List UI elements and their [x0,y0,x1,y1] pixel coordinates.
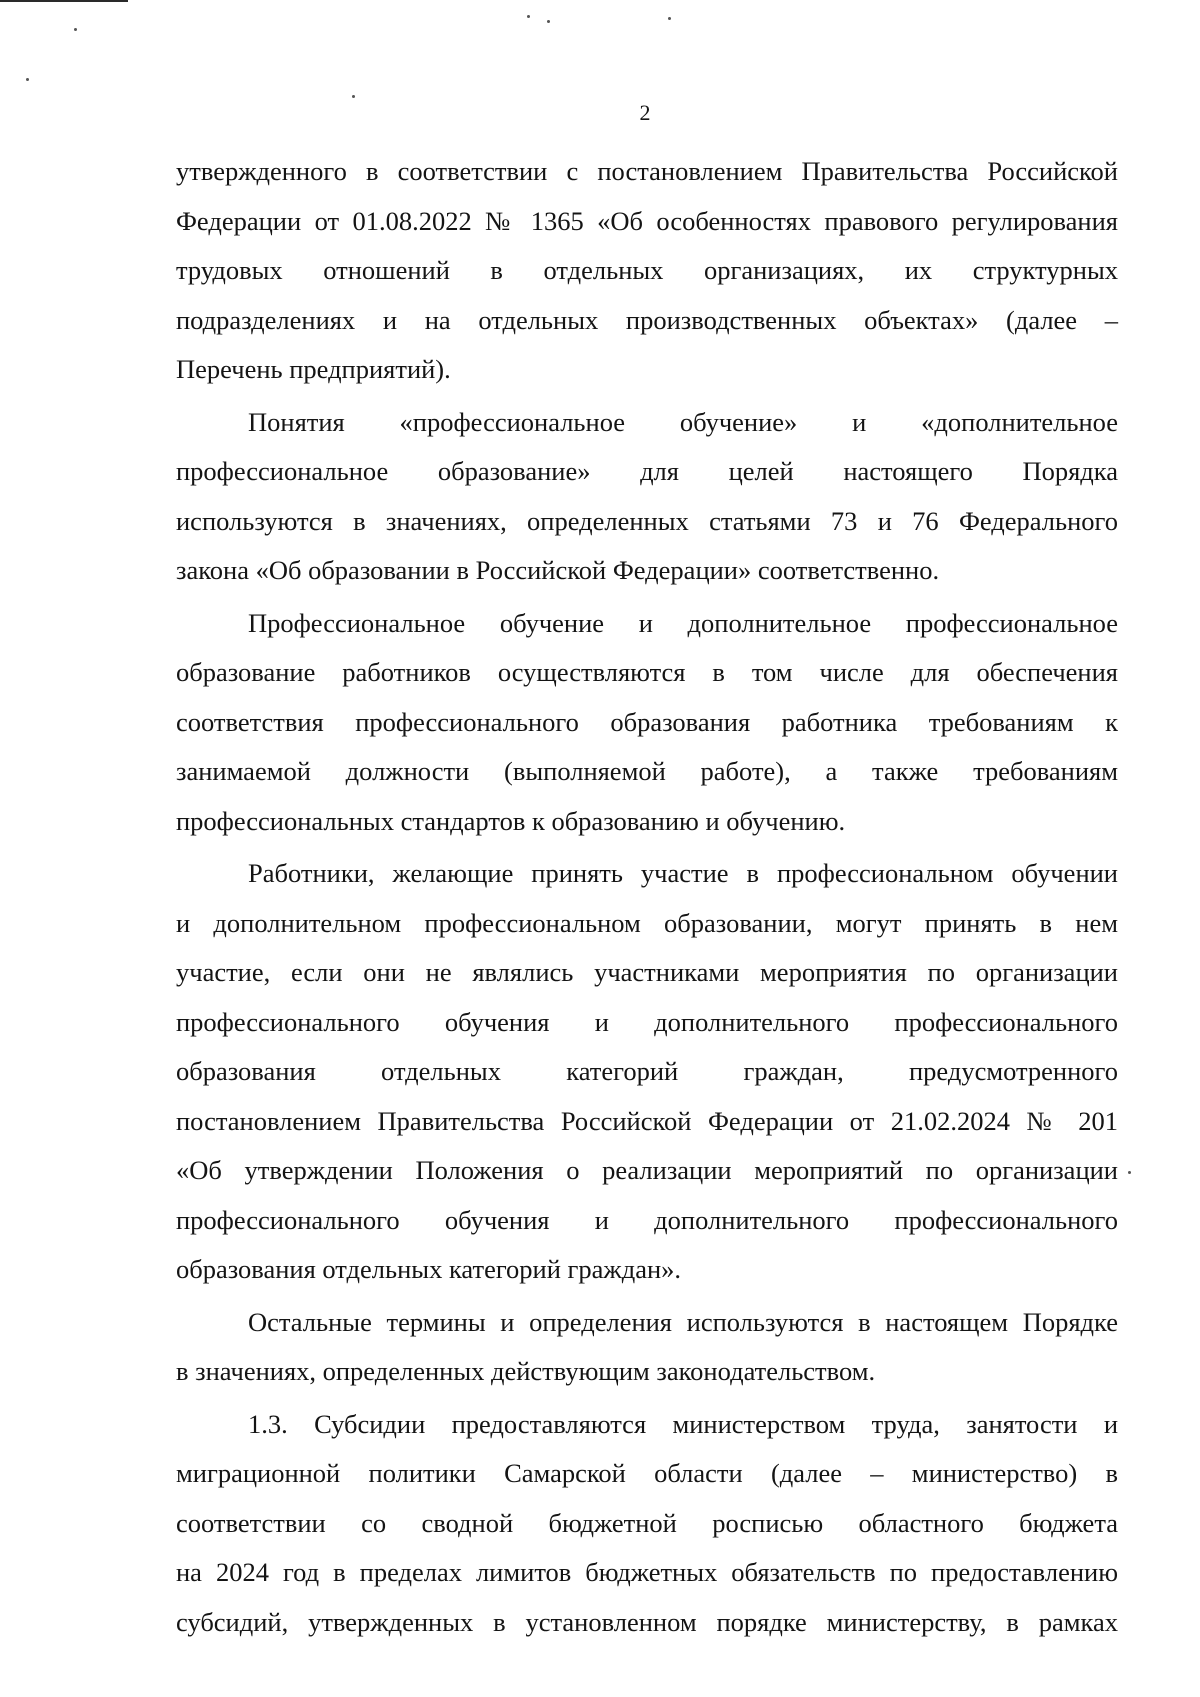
text-line: трудовых отношений в отдельных организациях, их структурных [176,255,1118,285]
paragraph-p1 [176,147,1118,395]
text-line: Перечень предприятий). [176,354,451,384]
text-line: профессионального обучения и дополнительного профессионального [176,1204,1118,1235]
paragraph-p2 [176,398,1118,596]
page-number: 2 [639,100,651,125]
text-line: профессиональное образование» для целей настоящего Порядка [176,456,1118,486]
text-line: на 2024 год в пределах лимитов бюджетных обязательств по предоставлению [176,1557,1118,1587]
document-body [176,147,1118,1650]
text-line: 1.3. Субсидии предоставляются министерством труда, занятости и [248,1408,1118,1439]
scan-speck [547,20,550,23]
text-line: в значениях, определенных действующим законодательством. [176,1356,876,1386]
scan-speck [668,17,671,20]
text-line: используются в значениях, определенных статьями 73 и 76 Федерального [176,505,1118,536]
text-line: профессиональных стандартов к образованию и обучению. [176,805,846,836]
text-line: утвержденного в соответствии с постановлением Правительства Российской [176,156,1118,186]
paragraph-p5 [176,1298,1118,1397]
text-line: соответствии со сводной бюджетной росписью областного бюджета [176,1507,1118,1538]
text-line: занимаемой должности (выполняемой работе), а также требованиям [176,756,1118,786]
text-line: закона «Об образовании в Российской Федерации» соответственно. [176,555,940,585]
scan-speck [74,28,77,31]
paragraph-p4 [176,849,1118,1295]
text-line: соответствия профессионального образования работника требованиям к [176,706,1118,737]
text-line: «Об утверждении Положения о реализации мероприятий по организации [176,1155,1118,1185]
scan-speck [527,15,530,18]
paragraph-p6 [176,1400,1118,1648]
text-line: подразделениях и на отдельных производственных объектах» (далее – [176,304,1118,335]
text-line: постановлением Правительства Российской Федерации от 21.02.2024 № 201 [176,1105,1118,1136]
text-line: Понятия «профессиональное обучение» и «дополнительное [248,406,1118,437]
text-line: образования отдельных категорий граждан, предусмотренного [176,1056,1118,1086]
text-line: участие, если они не являлись участниками мероприятия по организации [176,957,1118,987]
scan-edge-mark [0,0,128,2]
scan-speck [26,78,29,81]
text-line: Остальные термины и определения используются в настоящем Порядке [248,1306,1118,1337]
text-line: образование работников осуществляются в том числе для обеспечения [176,657,1118,687]
text-line: субсидий, утвержденных в установленном порядке министерству, в рамках [176,1606,1118,1637]
text-line: Федерации от 01.08.2022 № 1365 «Об особенностях правового регулирования [176,205,1118,236]
text-line: профессионального обучения и дополнительного профессионального [176,1006,1118,1037]
text-line: Профессиональное обучение и дополнительное профессиональное [248,607,1118,638]
scan-speck [352,95,355,98]
text-line: Работники, желающие принять участие в профессиональном обучении [248,858,1118,888]
text-line: миграционной политики Самарской области (далее – министерство) в [176,1458,1118,1488]
text-line: и дополнительном профессиональном образовании, могут принять в нем [176,907,1118,938]
paragraph-p3 [176,599,1118,847]
scan-speck [1128,1171,1131,1174]
text-line: образования отдельных категорий граждан». [176,1254,682,1284]
